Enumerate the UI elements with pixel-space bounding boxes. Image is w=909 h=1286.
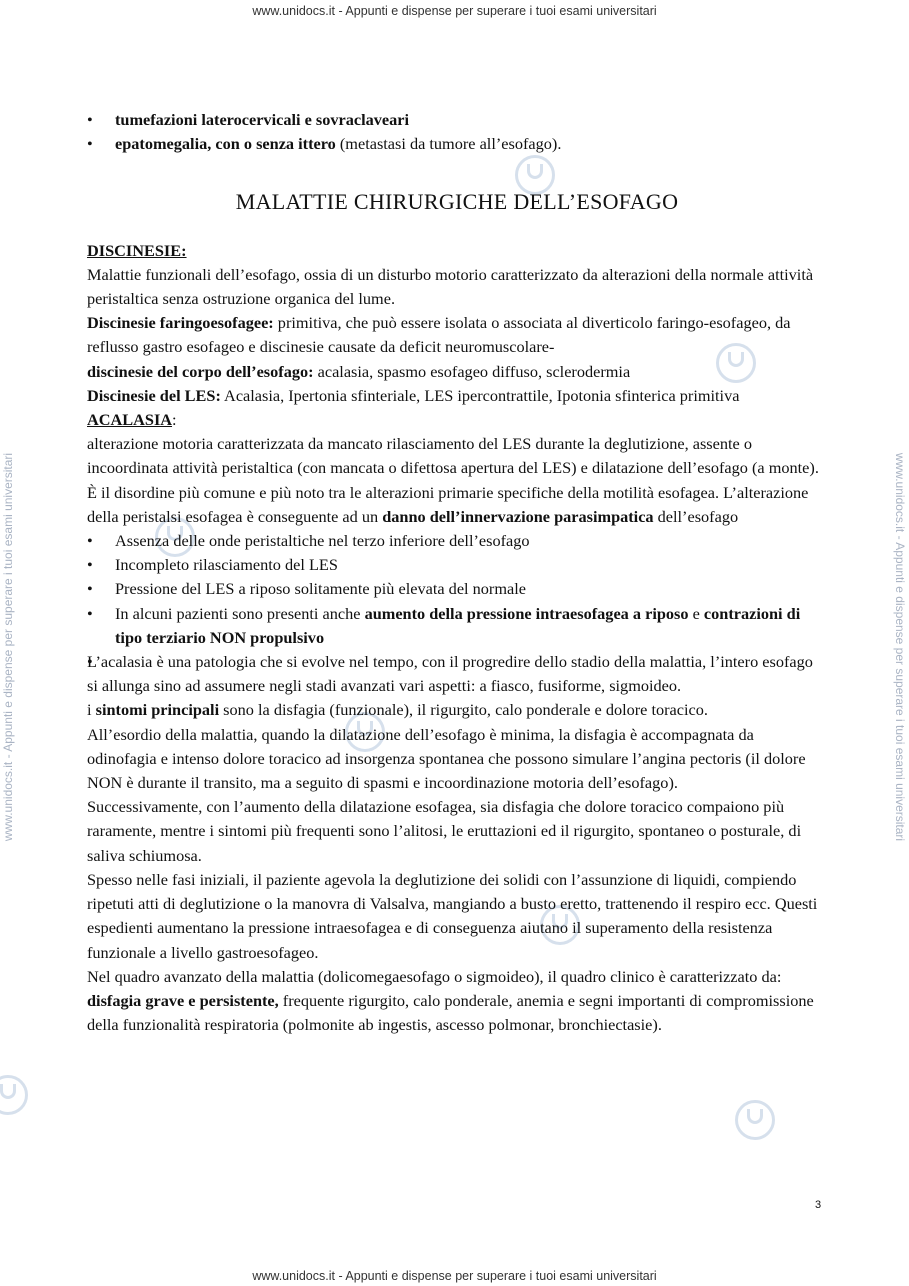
paragraph: discinesie del corpo dell’esofago: acalasia, spasmo esofageo diffuso, sclerodermia [87,361,631,381]
document-body [87,108,827,1037]
side-watermark-left: www.unidocs.it - Appunti e dispense per superare i tuoi esami universitari [1,452,15,842]
paragraph: All’esordio della malattia, quando la dilatazione dell’esofago è minima, la disfagia è accompagnata da odinofagia e intenso dolore toracico ad insorgenza spontanea che possono simulare l’angina pectoris (il dolore NON è durante il transito, ma a seguito di spasmi e incoordinazione motoria dell’esofago). [87,724,806,793]
list-item: • Pressione del LES a riposo solitamente più elevata del normale [87,577,827,601]
watermark-banner-top: www.unidocs.it - Appunti e dispense per superare i tuoi esami universitari [252,4,657,18]
section-heading-discinesie: DISCINESIE: [87,240,187,260]
paragraph: Spesso nelle fasi iniziali, il paziente agevola la deglutizione dei solidi con l’assunzione di liquidi, compiendo ripetuti atti di deglutizione o la manovra di Valsalva, mangiando a busto eretto, trattenendo il respiro ecc. Questi espedienti aumentano la pressione intraesofagea e di conseguenza aiutano il superamento della resistenza funzionale a livello gastroesofageo. [87,869,818,962]
list-item: • Assenza delle onde peristaltiche nel terzo inferiore dell’esofago [87,529,827,553]
paragraph: Nel quadro avanzato della malattia (dolicomegaesofago o sigmoideo), il quadro clinico è caratterizzato da: disfagia grave e persistente, frequente rigurgito, calo ponderale, anemia e segni importanti di compromissione della funzionalità respiratoria (polmonite ab ingestis, ascesso polmonar, bronchiectasie). [87,966,814,1035]
watermark-banner-bottom: www.unidocs.it - Appunti e dispense per superare i tuoi esami universitari [252,1269,657,1283]
list-item: • tumefazioni laterocervicali e sovraclaveari [87,108,827,132]
list-item: • epatomegalia, con o senza ittero (metastasi da tumore all’esofago). [87,132,827,156]
paragraph: Discinesie faringoesofagee: primitiva, che può essere isolata o associata al diverticolo faringo-esofageo, da reflusso gastro esofageo e discinesie causate da deficit neuromuscolare- [87,313,791,357]
page-title: MALATTIE CHIRURGICHE DELL’ESOFAGO [235,189,679,215]
section-heading-acalasia: ACALASIA: [87,410,177,430]
paragraph: Discinesie del LES: Acalasia, Ipertonia sfinteriale, LES ipercontrattile, Ipotonia sfinterica primitiva [87,385,740,405]
paragraph: L’acalasia è una patologia che si evolve nel tempo, con il progredire dello stadio della malattia, l’intero esofago si allunga sino ad assumere negli stadi avanzati vari aspetti: a fiasco, fusiforme, sigmoideo. [87,652,813,696]
paragraph: alterazione motoria caratterizzata da mancato rilasciamento del LES durante la deglutizione, assente o incoordinata attività peristaltica (con mancata o difettosa apertura del LES) e dilatazione dell’esofago (a monte). È il disordine più comune e più noto tra le alterazioni primarie specifiche della motilità esofagea. L’alterazione della peristalsi esofagea è conseguente ad un danno dell’innervazione parasimpatica dell’esofago [87,434,819,526]
watermark-logo-icon [735,1100,775,1140]
side-watermark-right: www.unidocs.it - Appunti e dispense per superare i tuoi esami universitari [893,452,907,842]
page-number: 3 [815,1199,822,1211]
paragraph: i sintomi principali sono la disfagia (funzionale), il rigurgito, calo ponderale e dolore toracico. [87,700,708,720]
paragraph: Successivamente, con l’aumento della dilatazione esofagea, sia disfagia che dolore toracico compaiono più raramente, mentre i sintomi più frequenti sono l’alitosi, le eruttazioni ed il rigurgito, spontaneo o posturale, di saliva schiumosa. [87,797,802,865]
list-item: • In alcuni pazienti sono presenti anche aumento della pressione intraesofagea a riposo e contrazioni di tipo terziario NON propulsivo [87,602,827,650]
list-item: • Incompleto rilasciamento del LES [87,553,827,577]
paragraph: Malattie funzionali dell’esofago, ossia di un disturbo motorio caratterizzato da alterazioni della normale attività peristaltica senza ostruzione organica del lume. [87,264,814,309]
watermark-logo-icon [0,1075,28,1115]
